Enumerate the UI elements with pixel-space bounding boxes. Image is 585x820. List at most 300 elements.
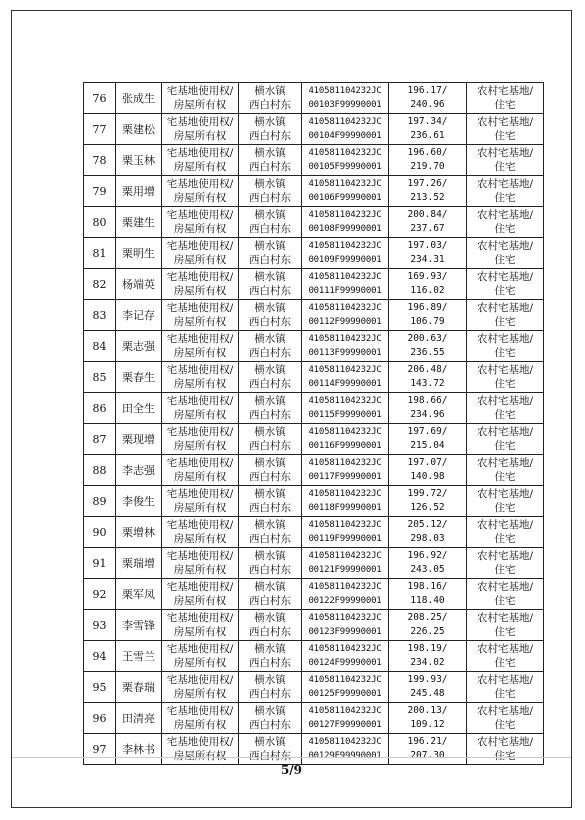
- land-use-line-1: 农村宅基地/: [476, 550, 534, 562]
- row-number-cell: 80: [84, 207, 116, 238]
- parcel-code-cell: [302, 331, 389, 362]
- location-cell: [239, 238, 302, 269]
- land-use-cell: [467, 269, 544, 300]
- right-type-line-1: 宅基地使用权/: [166, 333, 234, 345]
- land-use-line-1: 农村宅基地/: [476, 674, 534, 686]
- location-line-1: 横水镇: [254, 612, 286, 624]
- area-line-1: 198.16/: [407, 581, 448, 592]
- area-cell: [389, 610, 467, 641]
- area-line-2: 213.52: [410, 192, 445, 203]
- table-row: [84, 269, 544, 300]
- parcel-code-line-2: 00106F99990001: [308, 193, 382, 203]
- area-cell: [389, 455, 467, 486]
- parcel-code-line-1: 410581104232JC: [308, 520, 382, 530]
- parcel-code-line-2: 00115F99990001: [308, 410, 382, 420]
- area-cell: [389, 703, 467, 734]
- parcel-code-line-2: 00111F99990001: [308, 286, 382, 296]
- area-cell: [389, 114, 467, 145]
- area-line-1: 196.21/: [407, 736, 448, 747]
- parcel-code-line-2: 00112F99990001: [308, 317, 382, 327]
- parcel-code-line-1: 410581104232JC: [308, 706, 382, 716]
- owner-name-cell: 田全生: [116, 393, 162, 424]
- right-type-line-2: 房屋所有权: [173, 347, 227, 359]
- owner-name-cell: 栗现增: [116, 424, 162, 455]
- row-number-cell: 79: [84, 176, 116, 207]
- parcel-code-line-1: 410581104232JC: [308, 210, 382, 220]
- land-use-line-2: 住宅: [494, 409, 516, 421]
- location-line-2: 西白村东: [249, 99, 291, 111]
- location-line-2: 西白村东: [249, 347, 291, 359]
- right-type-line-2: 房屋所有权: [173, 285, 227, 297]
- parcel-code-cell: [302, 734, 389, 765]
- right-type-line-1: 宅基地使用权/: [166, 178, 234, 190]
- parcel-code-line-1: 410581104232JC: [308, 427, 382, 437]
- land-use-line-1: 农村宅基地/: [476, 116, 534, 128]
- location-line-1: 横水镇: [254, 147, 286, 159]
- owner-name-cell: 栗瑞增: [116, 548, 162, 579]
- right-type-line-1: 宅基地使用权/: [166, 147, 234, 159]
- right-type-line-2: 房屋所有权: [173, 471, 227, 483]
- location-cell: [239, 362, 302, 393]
- owner-name-cell: 李雪锋: [116, 610, 162, 641]
- location-line-1: 横水镇: [254, 302, 286, 314]
- location-line-1: 横水镇: [254, 240, 286, 252]
- parcel-code-line-1: 410581104232JC: [308, 737, 382, 747]
- table-row: [84, 83, 544, 114]
- location-line-1: 横水镇: [254, 550, 286, 562]
- parcel-code-line-1: 410581104232JC: [308, 551, 382, 561]
- area-line-1: 200.63/: [407, 333, 448, 344]
- right-type-line-2: 房屋所有权: [173, 626, 227, 638]
- document-page: [11, 10, 572, 808]
- area-line-1: 208.25/: [407, 612, 448, 623]
- land-use-line-1: 农村宅基地/: [476, 457, 534, 469]
- right-type-cell: [162, 362, 239, 393]
- location-line-1: 横水镇: [254, 333, 286, 345]
- location-cell: [239, 610, 302, 641]
- owner-name-cell: 李俊生: [116, 486, 162, 517]
- parcel-code-line-2: 00124F99990001: [308, 658, 382, 668]
- location-cell: [239, 114, 302, 145]
- owner-name-cell: 李记存: [116, 300, 162, 331]
- parcel-code-cell: [302, 83, 389, 114]
- area-line-2: 118.40: [410, 595, 445, 606]
- owner-name-cell: 李志强: [116, 455, 162, 486]
- area-line-2: 143.72: [410, 378, 445, 389]
- land-use-line-2: 住宅: [494, 564, 516, 576]
- location-cell: [239, 703, 302, 734]
- right-type-cell: [162, 455, 239, 486]
- right-type-line-2: 房屋所有权: [173, 440, 227, 452]
- parcel-code-cell: [302, 641, 389, 672]
- land-use-cell: [467, 703, 544, 734]
- parcel-code-line-1: 410581104232JC: [308, 582, 382, 592]
- land-use-line-2: 住宅: [494, 161, 516, 173]
- land-use-cell: [467, 579, 544, 610]
- land-use-line-2: 住宅: [494, 502, 516, 514]
- right-type-cell: [162, 207, 239, 238]
- location-line-1: 横水镇: [254, 209, 286, 221]
- right-type-line-2: 房屋所有权: [173, 130, 227, 142]
- land-use-line-2: 住宅: [494, 750, 516, 762]
- parcel-code-line-2: 00121F99990001: [308, 565, 382, 575]
- table-row: [84, 610, 544, 641]
- area-cell: [389, 269, 467, 300]
- right-type-cell: [162, 734, 239, 765]
- land-use-line-1: 农村宅基地/: [476, 395, 534, 407]
- parcel-code-line-1: 410581104232JC: [308, 396, 382, 406]
- right-type-cell: [162, 269, 239, 300]
- right-type-line-1: 宅基地使用权/: [166, 240, 234, 252]
- row-number-cell: 82: [84, 269, 116, 300]
- right-type-cell: [162, 114, 239, 145]
- page-number: 5/9: [280, 763, 303, 777]
- row-number-cell: 85: [84, 362, 116, 393]
- land-use-line-1: 农村宅基地/: [476, 488, 534, 500]
- location-line-2: 西白村东: [249, 533, 291, 545]
- right-type-line-2: 房屋所有权: [173, 316, 227, 328]
- area-cell: [389, 331, 467, 362]
- right-type-cell: [162, 610, 239, 641]
- parcel-code-line-1: 410581104232JC: [308, 241, 382, 251]
- parcel-code-line-2: 00103F99990001: [308, 100, 382, 110]
- area-line-2: 298.03: [410, 533, 445, 544]
- registry-table: [83, 82, 544, 765]
- location-line-2: 西白村东: [249, 223, 291, 235]
- right-type-line-1: 宅基地使用权/: [166, 705, 234, 717]
- row-number-cell: 78: [84, 145, 116, 176]
- area-cell: [389, 393, 467, 424]
- right-type-cell: [162, 672, 239, 703]
- area-line-1: 206.48/: [407, 364, 448, 375]
- area-cell: [389, 176, 467, 207]
- right-type-cell: [162, 517, 239, 548]
- row-number-cell: 84: [84, 331, 116, 362]
- location-line-2: 西白村东: [249, 316, 291, 328]
- location-line-2: 西白村东: [249, 750, 291, 762]
- location-cell: [239, 579, 302, 610]
- area-line-1: 197.03/: [407, 240, 448, 251]
- parcel-code-line-2: 00123F99990001: [308, 627, 382, 637]
- right-type-cell: [162, 331, 239, 362]
- area-line-2: 234.02: [410, 657, 445, 668]
- area-line-1: 198.66/: [407, 395, 448, 406]
- parcel-code-line-2: 00108F99990001: [308, 224, 382, 234]
- parcel-code-line-1: 410581104232JC: [308, 148, 382, 158]
- row-number-cell: 96: [84, 703, 116, 734]
- parcel-code-line-1: 410581104232JC: [308, 272, 382, 282]
- right-type-line-2: 房屋所有权: [173, 595, 227, 607]
- right-type-cell: [162, 486, 239, 517]
- table-row: [84, 207, 544, 238]
- owner-name-cell: 杨端英: [116, 269, 162, 300]
- location-line-1: 横水镇: [254, 271, 286, 283]
- parcel-code-cell: [302, 455, 389, 486]
- parcel-code-line-2: 00109F99990001: [308, 255, 382, 265]
- right-type-line-2: 房屋所有权: [173, 502, 227, 514]
- table-row: [84, 548, 544, 579]
- land-use-line-2: 住宅: [494, 130, 516, 142]
- right-type-line-2: 房屋所有权: [173, 750, 227, 762]
- right-type-line-2: 房屋所有权: [173, 254, 227, 266]
- owner-name-cell: 李林书: [116, 734, 162, 765]
- parcel-code-line-1: 410581104232JC: [308, 644, 382, 654]
- row-number-cell: 83: [84, 300, 116, 331]
- location-cell: [239, 672, 302, 703]
- location-line-1: 横水镇: [254, 736, 286, 748]
- area-line-2: 243.05: [410, 564, 445, 575]
- area-line-1: 200.13/: [407, 705, 448, 716]
- right-type-line-2: 房屋所有权: [173, 161, 227, 173]
- right-type-line-1: 宅基地使用权/: [166, 457, 234, 469]
- area-cell: [389, 517, 467, 548]
- table-row: [84, 331, 544, 362]
- location-cell: [239, 269, 302, 300]
- location-cell: [239, 548, 302, 579]
- owner-name-cell: 栗玉林: [116, 145, 162, 176]
- land-use-cell: [467, 672, 544, 703]
- parcel-code-line-1: 410581104232JC: [308, 334, 382, 344]
- row-number-cell: 89: [84, 486, 116, 517]
- parcel-code-cell: [302, 176, 389, 207]
- parcel-code-line-2: 00122F99990001: [308, 596, 382, 606]
- parcel-code-cell: [302, 517, 389, 548]
- location-line-1: 横水镇: [254, 85, 286, 97]
- location-line-2: 西白村东: [249, 409, 291, 421]
- table-row: [84, 672, 544, 703]
- land-use-line-1: 农村宅基地/: [476, 426, 534, 438]
- land-use-cell: [467, 83, 544, 114]
- right-type-cell: [162, 176, 239, 207]
- land-use-cell: [467, 455, 544, 486]
- registry-table-body: [84, 83, 544, 765]
- parcel-code-cell: [302, 548, 389, 579]
- parcel-code-line-1: 410581104232JC: [308, 117, 382, 127]
- table-row: [84, 300, 544, 331]
- right-type-line-2: 房屋所有权: [173, 688, 227, 700]
- area-line-1: 169.93/: [407, 271, 448, 282]
- location-cell: [239, 486, 302, 517]
- right-type-cell: [162, 579, 239, 610]
- land-use-cell: [467, 207, 544, 238]
- right-type-line-2: 房屋所有权: [173, 719, 227, 731]
- area-line-1: 196.92/: [407, 550, 448, 561]
- row-number-cell: 93: [84, 610, 116, 641]
- row-number-cell: 76: [84, 83, 116, 114]
- location-line-2: 西白村东: [249, 378, 291, 390]
- area-line-1: 199.93/: [407, 674, 448, 685]
- land-use-line-1: 农村宅基地/: [476, 519, 534, 531]
- owner-name-cell: 张成生: [116, 83, 162, 114]
- row-number-cell: 77: [84, 114, 116, 145]
- location-line-2: 西白村东: [249, 161, 291, 173]
- right-type-line-1: 宅基地使用权/: [166, 116, 234, 128]
- area-line-1: 196.89/: [407, 302, 448, 313]
- owner-name-cell: 栗明生: [116, 238, 162, 269]
- parcel-code-line-1: 410581104232JC: [308, 489, 382, 499]
- land-use-cell: [467, 517, 544, 548]
- area-cell: [389, 207, 467, 238]
- row-number-cell: 86: [84, 393, 116, 424]
- row-number-cell: 88: [84, 455, 116, 486]
- land-use-cell: [467, 486, 544, 517]
- area-line-2: 116.02: [410, 285, 445, 296]
- land-use-cell: [467, 176, 544, 207]
- right-type-line-2: 房屋所有权: [173, 533, 227, 545]
- row-number-cell: 87: [84, 424, 116, 455]
- right-type-line-2: 房屋所有权: [173, 657, 227, 669]
- right-type-line-1: 宅基地使用权/: [166, 85, 234, 97]
- location-line-2: 西白村东: [249, 440, 291, 452]
- location-line-2: 西白村东: [249, 130, 291, 142]
- area-line-1: 196.60/: [407, 147, 448, 158]
- right-type-line-1: 宅基地使用权/: [166, 426, 234, 438]
- parcel-code-line-1: 410581104232JC: [308, 86, 382, 96]
- location-line-1: 横水镇: [254, 395, 286, 407]
- parcel-code-cell: [302, 672, 389, 703]
- table-row: [84, 145, 544, 176]
- area-line-2: 234.31: [410, 254, 445, 265]
- land-use-cell: [467, 734, 544, 765]
- land-use-line-2: 住宅: [494, 595, 516, 607]
- table-row: [84, 362, 544, 393]
- right-type-cell: [162, 548, 239, 579]
- land-use-line-1: 农村宅基地/: [476, 736, 534, 748]
- area-cell: [389, 548, 467, 579]
- right-type-line-1: 宅基地使用权/: [166, 581, 234, 593]
- area-cell: [389, 83, 467, 114]
- area-line-1: 205.12/: [407, 519, 448, 530]
- location-cell: [239, 641, 302, 672]
- land-use-cell: [467, 548, 544, 579]
- row-number-cell: 91: [84, 548, 116, 579]
- location-line-2: 西白村东: [249, 564, 291, 576]
- land-use-line-2: 住宅: [494, 657, 516, 669]
- parcel-code-cell: [302, 207, 389, 238]
- area-cell: [389, 579, 467, 610]
- right-type-cell: [162, 424, 239, 455]
- right-type-cell: [162, 300, 239, 331]
- right-type-cell: [162, 83, 239, 114]
- location-line-1: 横水镇: [254, 705, 286, 717]
- land-use-line-2: 住宅: [494, 254, 516, 266]
- location-line-2: 西白村东: [249, 595, 291, 607]
- right-type-line-2: 房屋所有权: [173, 564, 227, 576]
- location-line-1: 横水镇: [254, 488, 286, 500]
- land-use-line-1: 农村宅基地/: [476, 209, 534, 221]
- table-row: [84, 579, 544, 610]
- land-use-cell: [467, 424, 544, 455]
- location-line-1: 横水镇: [254, 674, 286, 686]
- owner-name-cell: 田清亮: [116, 703, 162, 734]
- area-line-2: 215.04: [410, 440, 445, 451]
- land-use-line-2: 住宅: [494, 285, 516, 297]
- area-line-2: 106.79: [410, 316, 445, 327]
- table-row: [84, 734, 544, 765]
- right-type-line-1: 宅基地使用权/: [166, 674, 234, 686]
- land-use-line-1: 农村宅基地/: [476, 302, 534, 314]
- area-line-2: 236.55: [410, 347, 445, 358]
- land-use-line-2: 住宅: [494, 223, 516, 235]
- location-cell: [239, 424, 302, 455]
- owner-name-cell: 栗志强: [116, 331, 162, 362]
- row-number-cell: 97: [84, 734, 116, 765]
- right-type-line-1: 宅基地使用权/: [166, 550, 234, 562]
- area-cell: [389, 734, 467, 765]
- parcel-code-line-2: 00127F99990001: [308, 720, 382, 730]
- land-use-line-1: 农村宅基地/: [476, 271, 534, 283]
- area-cell: [389, 362, 467, 393]
- right-type-line-1: 宅基地使用权/: [166, 643, 234, 655]
- right-type-line-1: 宅基地使用权/: [166, 364, 234, 376]
- land-use-line-2: 住宅: [494, 626, 516, 638]
- table-row: [84, 703, 544, 734]
- location-line-2: 西白村东: [249, 192, 291, 204]
- owner-name-cell: 栗建生: [116, 207, 162, 238]
- location-line-1: 横水镇: [254, 581, 286, 593]
- location-cell: [239, 517, 302, 548]
- land-use-line-1: 农村宅基地/: [476, 147, 534, 159]
- location-line-1: 横水镇: [254, 178, 286, 190]
- land-use-cell: [467, 331, 544, 362]
- parcel-code-line-2: 00118F99990001: [308, 503, 382, 513]
- right-type-line-1: 宅基地使用权/: [166, 519, 234, 531]
- land-use-line-2: 住宅: [494, 316, 516, 328]
- area-cell: [389, 145, 467, 176]
- right-type-line-2: 房屋所有权: [173, 192, 227, 204]
- parcel-code-cell: [302, 393, 389, 424]
- parcel-code-cell: [302, 486, 389, 517]
- table-row: [84, 424, 544, 455]
- area-line-2: 140.98: [410, 471, 445, 482]
- land-use-line-2: 住宅: [494, 378, 516, 390]
- right-type-cell: [162, 238, 239, 269]
- area-cell: [389, 641, 467, 672]
- location-cell: [239, 734, 302, 765]
- owner-name-cell: 王雪兰: [116, 641, 162, 672]
- parcel-code-line-2: 00116F99990001: [308, 441, 382, 451]
- area-cell: [389, 486, 467, 517]
- area-line-1: 197.69/: [407, 426, 448, 437]
- right-type-line-2: 房屋所有权: [173, 223, 227, 235]
- location-line-1: 横水镇: [254, 643, 286, 655]
- parcel-code-cell: [302, 424, 389, 455]
- row-number-cell: 95: [84, 672, 116, 703]
- location-cell: [239, 176, 302, 207]
- location-line-2: 西白村东: [249, 285, 291, 297]
- right-type-line-1: 宅基地使用权/: [166, 302, 234, 314]
- location-line-1: 横水镇: [254, 519, 286, 531]
- row-number-cell: 92: [84, 579, 116, 610]
- parcel-code-line-2: 00119F99990001: [308, 534, 382, 544]
- land-use-cell: [467, 393, 544, 424]
- land-use-line-2: 住宅: [494, 192, 516, 204]
- location-line-2: 西白村东: [249, 688, 291, 700]
- row-number-cell: 90: [84, 517, 116, 548]
- area-line-2: 245.48: [410, 688, 445, 699]
- table-row: [84, 114, 544, 145]
- area-line-2: 219.70: [410, 161, 445, 172]
- land-use-line-1: 农村宅基地/: [476, 178, 534, 190]
- row-number-cell: 81: [84, 238, 116, 269]
- owner-name-cell: 栗春瑞: [116, 672, 162, 703]
- parcel-code-line-2: 00114F99990001: [308, 379, 382, 389]
- area-line-1: 198.19/: [407, 643, 448, 654]
- right-type-cell: [162, 145, 239, 176]
- parcel-code-line-2: 00104F99990001: [308, 131, 382, 141]
- area-line-1: 200.84/: [407, 209, 448, 220]
- area-line-1: 199.72/: [407, 488, 448, 499]
